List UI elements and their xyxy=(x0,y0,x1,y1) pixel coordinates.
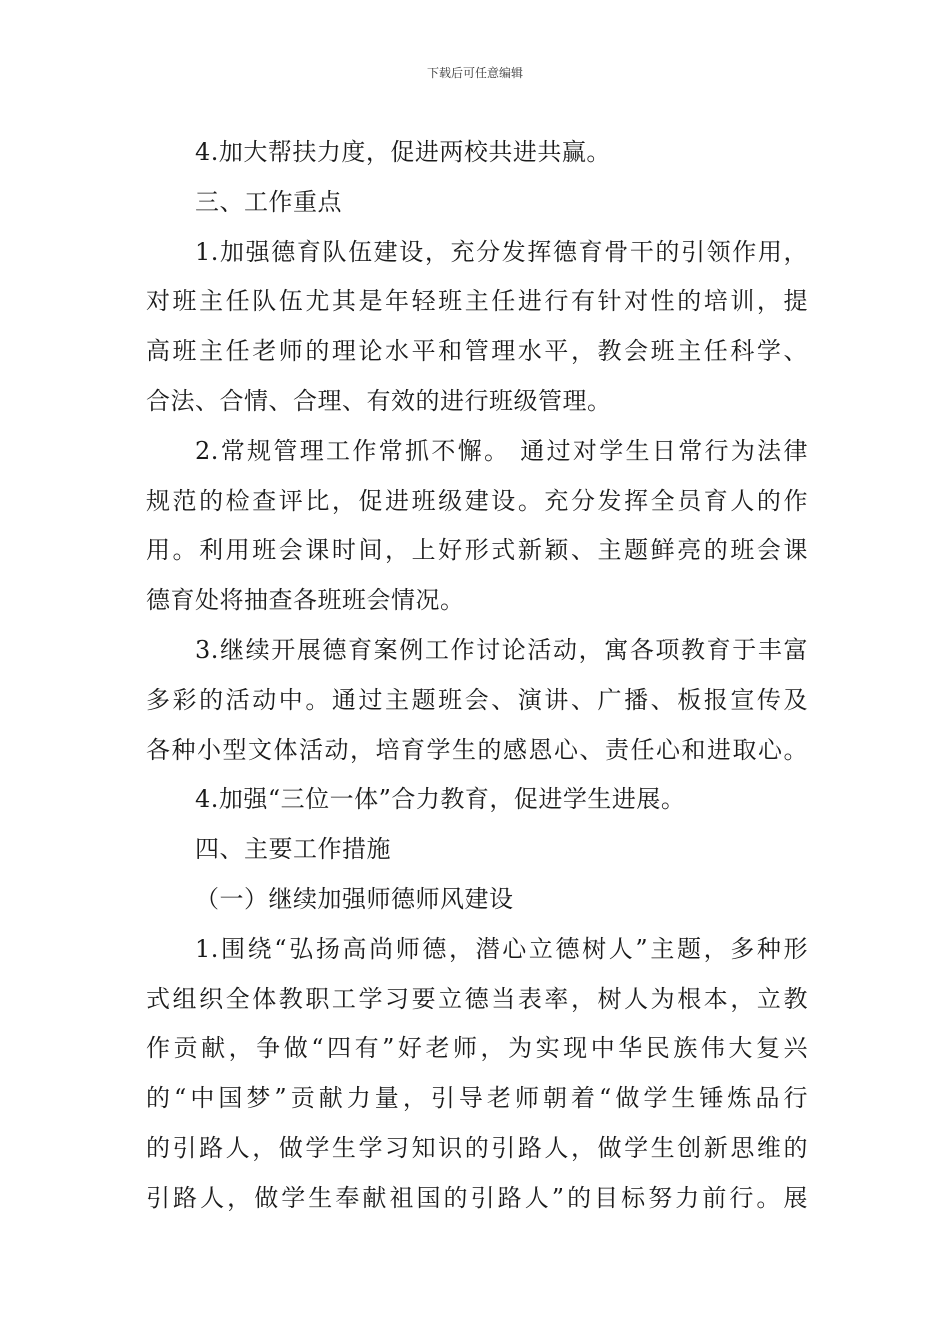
text-line: 多彩的活动中。通过主题班会、演讲、广播、板报宣传及 xyxy=(146,685,808,714)
text-line: （一）继续加强师德师风建设 xyxy=(195,884,514,913)
text-line: 对班主任队伍尤其是年轻班主任进行有针对性的培训，提 xyxy=(146,287,808,316)
text-line: 德育处将抽查各班班会情况。 xyxy=(146,586,465,615)
text-line: 合法、合情、合理、有效的进行班级管理。 xyxy=(146,386,612,415)
text-line: 1.加强德育队伍建设，充分发挥德育骨干的引领作用， xyxy=(195,237,808,266)
text-line: 1.围绕“弘扬高尚师德，潜心立德树人”主题，多种形 xyxy=(195,934,808,963)
text-line: 引路人，做学生奉献祖国的引路人”的目标努力前行。展 xyxy=(146,1183,808,1212)
text-line: 的“中国梦”贡献力量，引导老师朝着“做学生锤炼品行 xyxy=(146,1084,808,1113)
text-line: 三、工作重点 xyxy=(195,187,342,216)
text-line: 作贡献，争做“四有”好老师，为实现中华民族伟大复兴 xyxy=(146,1034,808,1063)
text-line: 3.继续开展德育案例工作讨论活动，寓各项教育于丰富 xyxy=(195,635,808,664)
text-line: 四、主要工作措施 xyxy=(195,835,391,864)
text-line: 用。利用班会课时间，上好形式新颖、主题鲜亮的班会课 xyxy=(146,536,808,565)
text-line: 高班主任老师的理论水平和管理水平，教会班主任科学、 xyxy=(146,337,808,366)
page-header-note: 下载后可任意编辑 xyxy=(426,66,523,80)
text-line: 式组织全体教职工学习要立德当表率，树人为根本，立教 xyxy=(146,984,808,1013)
text-line: 各种小型文体活动，培育学生的感恩心、责任心和进取心。 xyxy=(146,735,808,764)
document-body xyxy=(146,128,808,1224)
text-line: 规范的检查评比，促进班级建设。充分发挥全员育人的作 xyxy=(146,486,808,515)
text-line: 2.常规管理工作常抓不懈。 通过对学生日常行为法律 xyxy=(195,436,808,465)
text-line: 的引路人，做学生学习知识的引路人，做学生创新思维的 xyxy=(146,1133,808,1162)
text-line: 4.加强“三位一体”合力教育，促进学生进展。 xyxy=(195,785,686,814)
text-line: 4.加大帮扶力度，促进两校共进共赢。 xyxy=(195,138,611,166)
